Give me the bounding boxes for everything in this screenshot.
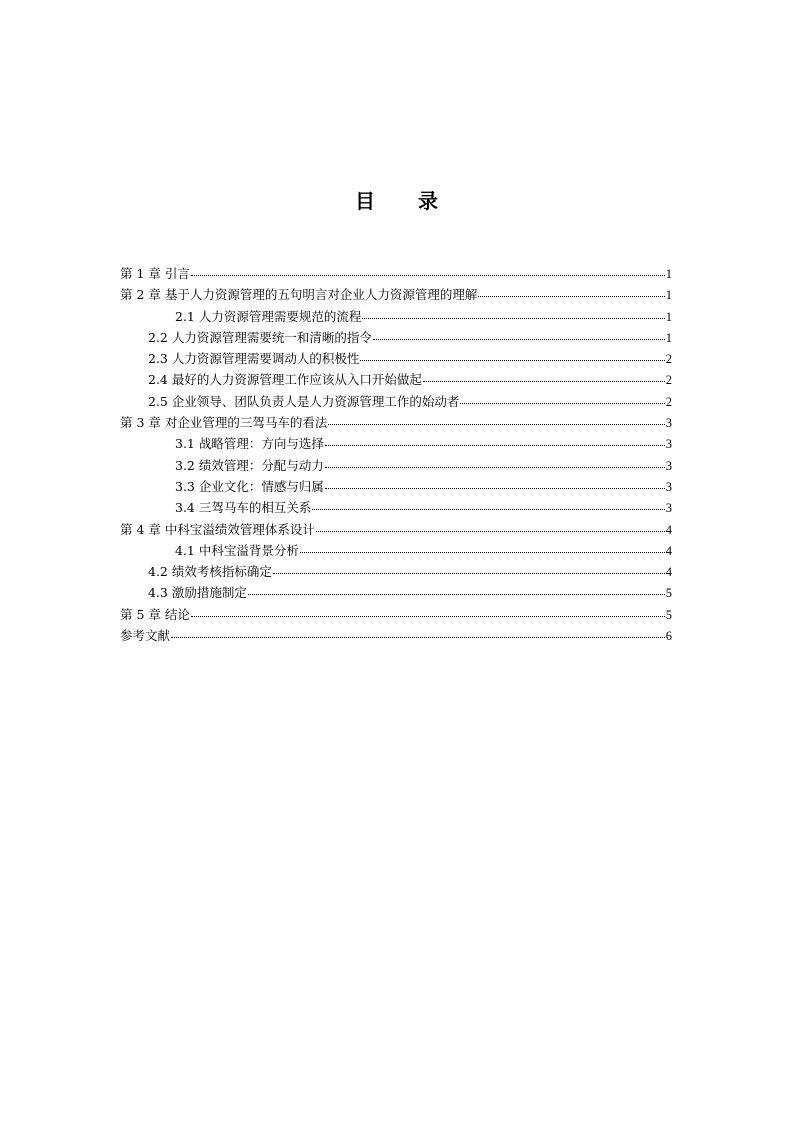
toc-entry-label: 第 4 章 中科宝溢绩效管理体系设计 — [120, 521, 315, 537]
toc-entry-label: 3.1 战略管理：方向与选择 — [175, 436, 324, 452]
dot-leader — [360, 351, 664, 364]
toc-entry-label: 2.3 人力资源管理需要调动人的积极性 — [148, 351, 360, 367]
dot-leader — [191, 606, 665, 619]
dot-leader — [325, 436, 665, 449]
table-of-contents — [120, 264, 672, 647]
toc-entry-3-1[interactable] — [120, 434, 672, 455]
toc-entry-label: 3.3 企业文化：情感与归属 — [175, 478, 324, 494]
toc-entry-page: 2 — [665, 352, 672, 367]
toc-entry-2-4[interactable] — [120, 370, 672, 391]
toc-title: 目 录 — [355, 189, 456, 213]
toc-entry-label: 3.2 绩效管理：分配与动力 — [175, 457, 324, 473]
toc-entry-ch5[interactable] — [120, 605, 672, 626]
toc-entry-ch2[interactable] — [120, 285, 672, 306]
toc-entry-page: 2 — [665, 394, 672, 409]
dot-leader — [325, 457, 665, 470]
toc-entry-label: 参考文献 — [120, 628, 171, 644]
dot-leader — [362, 308, 664, 321]
toc-entry-label: 第 1 章 引言 — [120, 266, 190, 281]
toc-entry-2-3[interactable] — [120, 349, 672, 370]
toc-entry-3-2[interactable] — [120, 456, 672, 477]
toc-entry-page: 3 — [665, 437, 672, 452]
dot-leader — [423, 372, 665, 385]
dot-leader — [325, 478, 665, 491]
toc-entry-label: 2.4 最好的人力资源管理工作应该从入口开始做起 — [148, 372, 422, 388]
dot-leader — [300, 542, 665, 555]
toc-entry-page: 1 — [665, 267, 672, 281]
dot-leader — [316, 521, 665, 534]
dot-leader — [328, 415, 664, 428]
toc-entry-page: 1 — [665, 330, 672, 345]
toc-entry-label: 2.5 企业领导、团队负责人是人力资源管理工作的始动者 — [148, 393, 460, 409]
toc-entry-2-2[interactable] — [120, 328, 672, 349]
dot-leader — [248, 585, 665, 598]
toc-entry-label: 2.2 人力资源管理需要统一和清晰的指令 — [148, 329, 372, 345]
toc-entry-page: 3 — [665, 416, 672, 431]
toc-entry-ch3[interactable] — [120, 413, 672, 434]
toc-entry-2-5[interactable] — [120, 392, 672, 413]
toc-entry-page: 1 — [665, 309, 672, 324]
toc-entry-label: 第 3 章 对企业管理的三驾马车的看法 — [120, 415, 328, 431]
dot-leader — [273, 564, 665, 577]
toc-entry-4-3[interactable] — [120, 583, 672, 604]
toc-entry-ch1[interactable] — [120, 264, 672, 285]
dot-leader — [478, 287, 664, 300]
toc-entry-page: 4 — [665, 522, 672, 537]
toc-entry-4-1[interactable] — [120, 541, 672, 562]
dot-leader — [191, 266, 665, 279]
toc-entry-3-4[interactable] — [120, 498, 672, 519]
toc-entry-label: 4.1 中科宝溢背景分析 — [175, 542, 299, 558]
toc-entry-page: 4 — [665, 543, 672, 558]
dot-leader — [171, 628, 665, 641]
toc-entry-page: 3 — [665, 501, 672, 516]
toc-entry-page: 1 — [665, 288, 672, 303]
toc-entry-references[interactable] — [120, 626, 672, 647]
toc-entry-page: 3 — [665, 479, 672, 494]
toc-entry-page: 5 — [665, 586, 672, 601]
toc-entry-3-3[interactable] — [120, 477, 672, 498]
toc-entry-label: 第 5 章 结论 — [120, 606, 190, 622]
toc-entry-page: 2 — [665, 373, 672, 388]
toc-entry-page: 4 — [665, 565, 672, 580]
toc-entry-label: 4.2 绩效考核指标确定 — [148, 564, 272, 580]
toc-entry-page: 6 — [665, 629, 672, 644]
toc-entry-2-1[interactable] — [120, 307, 672, 328]
toc-entry-label: 4.3 激励措施制定 — [148, 585, 247, 601]
toc-entry-page: 3 — [665, 458, 672, 473]
toc-entry-page: 5 — [665, 607, 672, 622]
toc-entry-ch4[interactable] — [120, 520, 672, 541]
toc-entry-label: 第 2 章 基于人力资源管理的五句明言对企业人力资源管理的理解 — [120, 287, 478, 303]
dot-leader — [312, 500, 664, 513]
dot-leader — [460, 393, 664, 406]
dot-leader — [373, 329, 665, 342]
toc-entry-label: 3.4 三驾马车的相互关系 — [175, 500, 312, 516]
toc-entry-label: 2.1 人力资源管理需要规范的流程 — [175, 308, 362, 324]
toc-entry-4-2[interactable] — [120, 562, 672, 583]
